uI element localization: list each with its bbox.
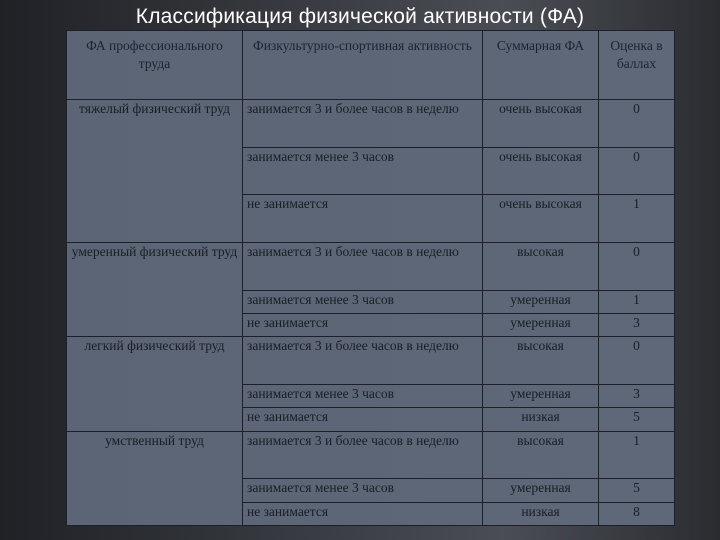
table-row [67, 243, 675, 291]
slide-title: Классификация физической активности (ФА) [135, 5, 585, 28]
activity-cell: не занимается [243, 314, 483, 337]
score-cell: 3 [599, 384, 675, 407]
score-cell: 0 [599, 337, 675, 385]
score-cell: 3 [599, 314, 675, 337]
activity-cell: занимается 3 и более часов в неделю [243, 431, 483, 479]
activity-cell: не занимается [243, 195, 483, 243]
activity-cell: не занимается [243, 408, 483, 431]
total-cell: умеренная [483, 384, 599, 407]
activity-cell: занимается менее 3 часов [243, 147, 483, 195]
score-cell: 8 [599, 502, 675, 525]
total-cell: высокая [483, 337, 599, 385]
score-cell: 1 [599, 195, 675, 243]
score-cell: 0 [599, 100, 675, 148]
activity-cell: не занимается [243, 502, 483, 525]
activity-cell: занимается 3 и более часов в неделю [243, 243, 483, 291]
score-cell: 5 [599, 479, 675, 502]
header-professional-activity: ФА профессионального труда [67, 31, 243, 100]
score-cell: 1 [599, 431, 675, 479]
category-cell: умеренный физический труд [67, 243, 243, 337]
total-cell: умеренная [483, 479, 599, 502]
table-row [67, 337, 675, 385]
score-cell: 5 [599, 408, 675, 431]
total-cell: умеренная [483, 314, 599, 337]
category-cell: тяжелый физический труд [67, 100, 243, 243]
score-cell: 0 [599, 243, 675, 291]
category-cell: умственный труд [67, 431, 243, 525]
total-cell: высокая [483, 431, 599, 479]
activity-cell: занимается 3 и более часов в неделю [243, 100, 483, 148]
activity-cell: занимается менее 3 часов [243, 290, 483, 313]
header-score: Оценка в баллах [599, 31, 675, 100]
score-cell: 0 [599, 147, 675, 195]
score-cell: 1 [599, 290, 675, 313]
header-total-activity: Суммарная ФА [483, 31, 599, 100]
total-cell: очень высокая [483, 195, 599, 243]
activity-cell: занимается менее 3 часов [243, 479, 483, 502]
total-cell: высокая [483, 243, 599, 291]
total-cell: очень высокая [483, 147, 599, 195]
table-header-row [67, 31, 675, 100]
category-cell: легкий физический труд [67, 337, 243, 431]
total-cell: очень высокая [483, 100, 599, 148]
table-row [67, 431, 675, 479]
total-cell: низкая [483, 502, 599, 525]
activity-cell: занимается 3 и более часов в неделю [243, 337, 483, 385]
activity-cell: занимается менее 3 часов [243, 384, 483, 407]
total-cell: низкая [483, 408, 599, 431]
table-row [67, 100, 675, 148]
total-cell: умеренная [483, 290, 599, 313]
header-sport-activity: Физкультурно-спортивная активность [243, 31, 483, 100]
activity-classification-table [66, 30, 675, 526]
